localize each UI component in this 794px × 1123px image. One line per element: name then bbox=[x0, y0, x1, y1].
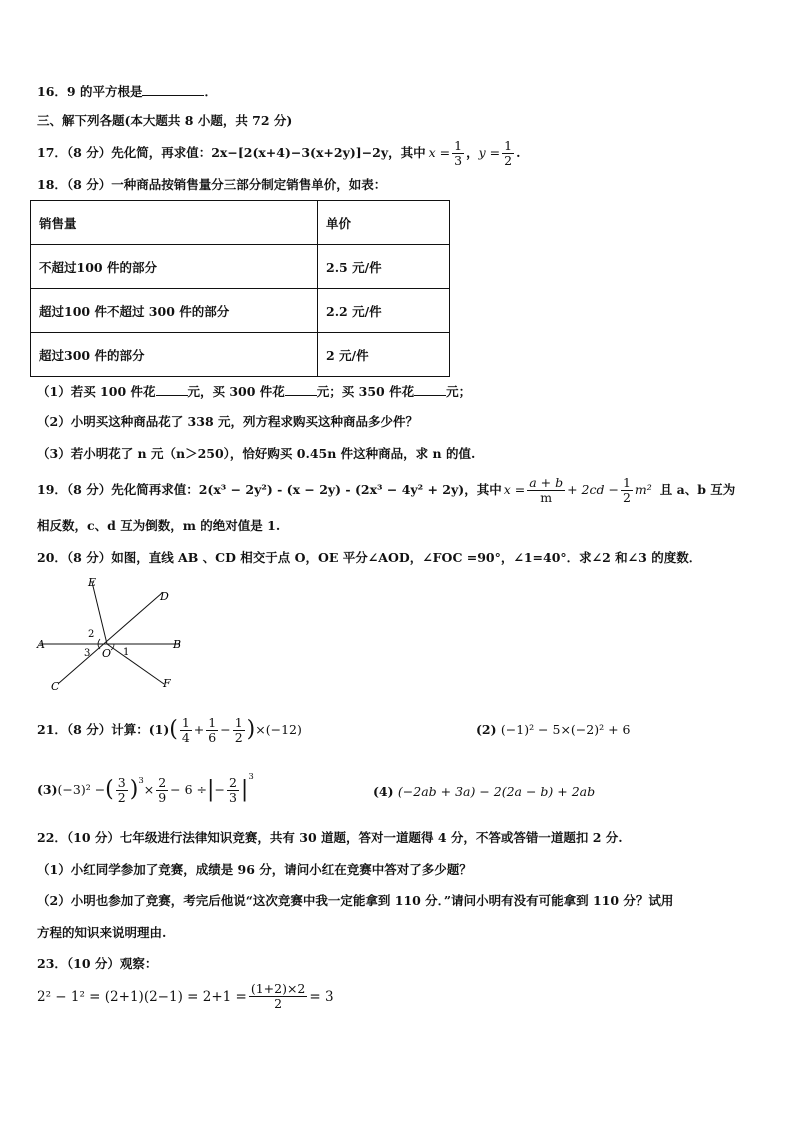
question-22-intro: 22．（10 分）七年级进行法律知识竞赛，共有 30 道题，答对一道题得 4 分，不答或答错一道题扣 2 分. bbox=[37, 830, 623, 845]
numerator: 2 bbox=[158, 774, 167, 790]
question-17-prefix: 17．（8 分）先化简，再求值： bbox=[37, 145, 212, 160]
x-equals: x = bbox=[428, 145, 451, 160]
label-e: E bbox=[88, 576, 97, 589]
denominator: m bbox=[540, 489, 553, 505]
x-numerator: 1 bbox=[454, 137, 463, 153]
question-21-row-1 bbox=[37, 710, 302, 750]
part-2-label: (2) bbox=[476, 722, 497, 737]
label-angle-1: 1 bbox=[123, 647, 130, 658]
label-c: C bbox=[51, 680, 60, 693]
answer-blank[interactable] bbox=[285, 383, 317, 396]
abs-bar: | bbox=[207, 777, 215, 802]
numerator: 2 bbox=[228, 774, 237, 790]
y-equals: y = bbox=[478, 145, 501, 160]
table-cell: 不超过100 件的部分 bbox=[31, 245, 318, 289]
question-19-line-2: 相反数，c、d 互为倒数，m 的绝对值是 1. bbox=[37, 518, 281, 533]
part-1-text-b: 元，买 300 件花 bbox=[187, 384, 285, 399]
question-21-part-3 bbox=[37, 767, 254, 813]
label-f: F bbox=[163, 677, 171, 690]
pricing-table bbox=[30, 200, 450, 377]
numerator: 3 bbox=[117, 774, 126, 790]
plus: + bbox=[193, 722, 205, 737]
question-18-part-2: （2）小明买这种商品花了 338 元，列方程求购买这种商品多少件？ bbox=[37, 414, 418, 429]
fraction bbox=[116, 776, 128, 805]
table-cell: 超过300 件的部分 bbox=[31, 333, 318, 377]
y-denominator: 2 bbox=[504, 152, 513, 168]
question-19-rest: + 2cd − bbox=[567, 482, 619, 497]
question-19-prefix: 19．（8 分）先化简再求值： bbox=[37, 482, 199, 497]
numerator: 1 bbox=[181, 714, 190, 730]
denominator: 9 bbox=[158, 789, 167, 805]
question-16 bbox=[37, 83, 217, 100]
paren: ) bbox=[129, 777, 139, 802]
paren: ( bbox=[105, 777, 114, 802]
numerator: (1+2)×2 bbox=[250, 981, 306, 996]
table-header-cell: 销售量 bbox=[31, 201, 318, 245]
denominator: 2 bbox=[274, 996, 283, 1011]
question-21-part-4 bbox=[373, 784, 595, 800]
answer-blank[interactable] bbox=[414, 383, 446, 396]
question-22-part-2-line-1: （2）小明也参加了竞赛，考完后他说“这次竞赛中我一定能拿到 110 分．”请问小明有没有可能拿到 110 分？试用 bbox=[37, 893, 674, 908]
table-row bbox=[31, 289, 450, 333]
denominator: 2 bbox=[234, 729, 243, 745]
question-18-part-3: （3）若小明花了 n 元（n＞250），恰好购买 0.45n 件这种商品，求 n 的值. bbox=[37, 446, 476, 461]
question-22-part-2-line-2: 方程的知识来说明理由. bbox=[37, 925, 167, 940]
question-20: 20．（8 分）如图，直线 AB 、CD 相交于点 O，OE 平分∠AOD，∠FOC =90°，∠1=40°．求∠2 和∠3 的度数． bbox=[37, 550, 702, 565]
separator: ， bbox=[466, 145, 479, 160]
numerator: 1 bbox=[208, 714, 217, 730]
times: × bbox=[143, 782, 155, 797]
cube-exponent: 3 bbox=[138, 776, 144, 786]
table-cell: 超过100 件不超过 300 件的部分 bbox=[31, 289, 318, 333]
minus: − bbox=[220, 722, 231, 737]
question-17 bbox=[37, 138, 520, 168]
question-17-expression: 2x−[2(x+4)−3(x+2y)]−2y bbox=[211, 145, 389, 160]
numerator: a + b bbox=[529, 474, 564, 490]
angle-figure bbox=[32, 575, 192, 695]
question-17-where: ，其中 bbox=[388, 145, 426, 160]
table-cell: 2.5 元/件 bbox=[318, 245, 450, 289]
numerator: 1 bbox=[622, 474, 631, 490]
question-19-expression: 2(x³ − 2y²) - (x − 2y) - (2x³ − 4y² + 2y) bbox=[198, 482, 465, 497]
equation-right: = 3 bbox=[309, 988, 334, 1005]
label-a: A bbox=[37, 638, 45, 651]
label-angle-3: 3 bbox=[84, 648, 91, 659]
paren: ( bbox=[169, 717, 178, 742]
label-o: O bbox=[102, 647, 112, 660]
fraction bbox=[249, 982, 308, 1011]
question-17-end: . bbox=[516, 145, 521, 160]
x-denominator: 3 bbox=[454, 152, 463, 168]
question-21-part-2 bbox=[476, 722, 631, 738]
part-1-text-c: 元；买 350 件花 bbox=[316, 384, 415, 399]
table-cell: 2.2 元/件 bbox=[318, 289, 450, 333]
answer-blank[interactable] bbox=[156, 383, 188, 396]
equation-left: 2² − 1² = (2+1)(2−1) = 2+1 = bbox=[37, 988, 247, 1005]
fraction bbox=[227, 776, 239, 805]
half-fraction bbox=[621, 476, 633, 505]
table-header-row bbox=[31, 201, 450, 245]
minus: − bbox=[214, 782, 225, 797]
part-1-tail: ×(−12) bbox=[255, 722, 302, 737]
question-23-equation bbox=[37, 982, 334, 1011]
fraction bbox=[180, 716, 192, 745]
part-1-text-a: （1）若买 100 件花 bbox=[37, 384, 156, 399]
cube-exponent: 3 bbox=[248, 772, 254, 782]
part-4-label: (4) bbox=[373, 784, 394, 799]
label-angle-2: 2 bbox=[88, 629, 95, 640]
section-3-heading: 三、解下列各题(本大题共 8 小题，共 72 分) bbox=[37, 113, 293, 128]
y-fraction bbox=[502, 139, 514, 168]
m-squared: m² bbox=[634, 482, 652, 497]
line-cd bbox=[59, 593, 162, 683]
question-16-text: 16．9 的平方根是 bbox=[37, 84, 143, 99]
denominator: 4 bbox=[181, 729, 190, 745]
x-equals: x = bbox=[503, 482, 526, 497]
numerator: 1 bbox=[234, 714, 243, 730]
fraction bbox=[233, 716, 245, 745]
question-22-part-1: （1）小红同学参加了竞赛，成绩是 96 分，请问小红在竞赛中答对了多少题？ bbox=[37, 862, 472, 877]
denominator: 2 bbox=[622, 489, 631, 505]
fraction bbox=[206, 716, 218, 745]
part-3-label: (3) bbox=[37, 782, 58, 797]
part-1-label: (1) bbox=[148, 722, 170, 737]
fraction bbox=[156, 776, 168, 805]
part-2-expression: (−1)² − 5×(−2)² + 6 bbox=[500, 722, 631, 737]
denominator: 6 bbox=[208, 729, 217, 745]
label-d: D bbox=[160, 590, 169, 603]
question-16-end: ． bbox=[204, 84, 217, 99]
y-numerator: 1 bbox=[504, 137, 513, 153]
question-18-part-1 bbox=[37, 383, 471, 400]
ray-of bbox=[107, 644, 164, 684]
table-row bbox=[31, 333, 450, 377]
part-3-mid: − 6 ÷ bbox=[170, 782, 208, 797]
question-23-intro: 23．（10 分）观察： bbox=[37, 956, 158, 971]
part-3-expr-a: (−3)² − bbox=[57, 782, 106, 797]
question-21-prefix: 21．（8 分）计算： bbox=[37, 722, 149, 737]
denominator: 3 bbox=[228, 789, 237, 805]
question-19-where: ，其中 bbox=[464, 482, 502, 497]
ab-over-m-fraction bbox=[527, 476, 565, 505]
table-row bbox=[31, 245, 450, 289]
part-4-expression: (−2ab + 3a) − 2(2a − b) + 2ab bbox=[397, 784, 596, 799]
label-b: B bbox=[173, 638, 182, 651]
table-cell: 2 元/件 bbox=[318, 333, 450, 377]
abs-bar: | bbox=[240, 777, 249, 802]
table-header-cell: 单价 bbox=[318, 201, 450, 245]
answer-blank[interactable] bbox=[142, 83, 204, 96]
x-fraction bbox=[452, 139, 464, 168]
question-18-intro: 18．（8 分）一种商品按销售量分三部分制定销售单价，如表： bbox=[37, 177, 387, 192]
part-1-text-d: 元； bbox=[446, 384, 472, 399]
denominator: 2 bbox=[117, 789, 126, 805]
question-19 bbox=[37, 475, 735, 505]
paren: ) bbox=[246, 717, 256, 742]
question-19-tail: 且 a、b 互为 bbox=[659, 482, 736, 497]
